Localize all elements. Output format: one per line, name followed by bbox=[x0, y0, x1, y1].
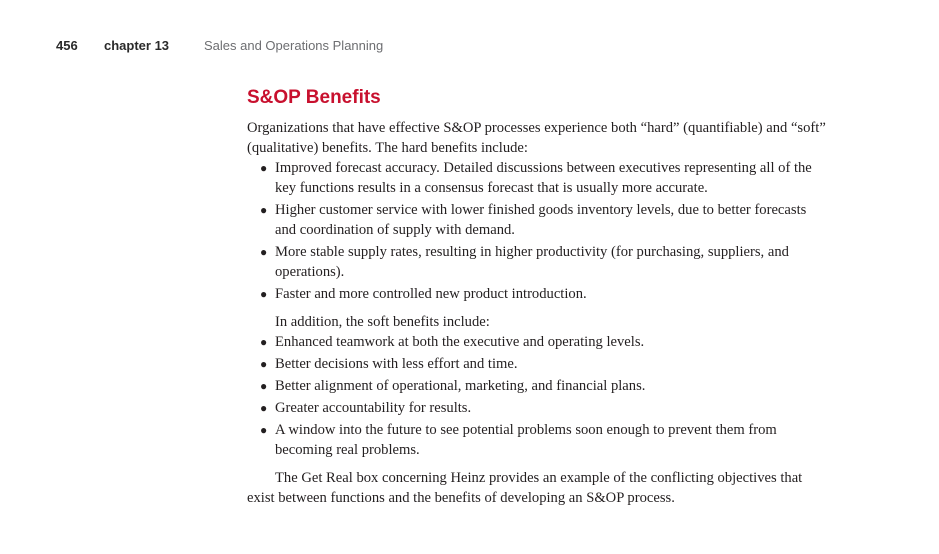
bullet-icon: ● bbox=[260, 423, 268, 437]
bullet-icon: ● bbox=[260, 161, 268, 175]
list-item bbox=[247, 398, 827, 418]
bullet-icon: ● bbox=[260, 379, 268, 393]
chapter-title: Sales and Operations Planning bbox=[204, 38, 384, 53]
section-heading: S&OP Benefits bbox=[247, 87, 381, 108]
soft-benefits-list bbox=[247, 332, 827, 460]
list-item-text: Improved forecast accuracy. Detailed discussions between executives representing all of the key functions results in a consensus forecast that is usually more accurate. bbox=[275, 160, 812, 196]
bullet-icon: ● bbox=[260, 335, 268, 349]
list-item bbox=[247, 420, 827, 460]
intro-paragraph: Organizations that have effective S&OP processes experience both “hard” (quantifiable) and “soft” (qualitative) benefits. The hard benefits include: bbox=[247, 120, 826, 156]
list-item-text: Enhanced teamwork at both the executive and operating levels. bbox=[275, 334, 645, 350]
hard-benefits-list bbox=[247, 158, 827, 304]
list-item-text: More stable supply rates, resulting in higher productivity (for purchasing, suppliers, and operations). bbox=[275, 244, 789, 280]
list-item-text: Better alignment of operational, marketing, and financial plans. bbox=[275, 378, 646, 394]
bullet-icon: ● bbox=[260, 203, 268, 217]
list-item bbox=[247, 332, 827, 352]
list-item bbox=[247, 158, 827, 198]
closing-paragraph: The Get Real box concerning Heinz provides an example of the conflicting objectives that exist between functions and the benefits of developing an S&OP process. bbox=[247, 470, 803, 506]
bullet-icon: ● bbox=[260, 245, 268, 259]
bullet-icon: ● bbox=[260, 287, 268, 301]
list-item-text: Higher customer service with lower finished goods inventory levels, due to better forecasts and coordination of supply with demand. bbox=[275, 202, 807, 238]
list-item bbox=[247, 242, 827, 282]
list-item-text: Greater accountability for results. bbox=[275, 400, 472, 416]
list-item-text: A window into the future to see potential problems soon enough to prevent them from becoming real problems. bbox=[275, 422, 777, 458]
running-header bbox=[56, 38, 383, 56]
list-item bbox=[247, 200, 827, 240]
section-body bbox=[247, 84, 827, 508]
chapter-label: chapter 13 bbox=[104, 38, 170, 53]
bullet-icon: ● bbox=[260, 401, 268, 415]
list-item-text: Better decisions with less effort and time. bbox=[275, 356, 518, 372]
list-item bbox=[247, 376, 827, 396]
page-number: 456 bbox=[56, 38, 78, 53]
list-item bbox=[247, 284, 827, 304]
bullet-icon: ● bbox=[260, 357, 268, 371]
list-item bbox=[247, 354, 827, 374]
list-item-text: Faster and more controlled new product introduction. bbox=[275, 286, 587, 302]
soft-benefits-intro: In addition, the soft benefits include: bbox=[275, 314, 490, 330]
